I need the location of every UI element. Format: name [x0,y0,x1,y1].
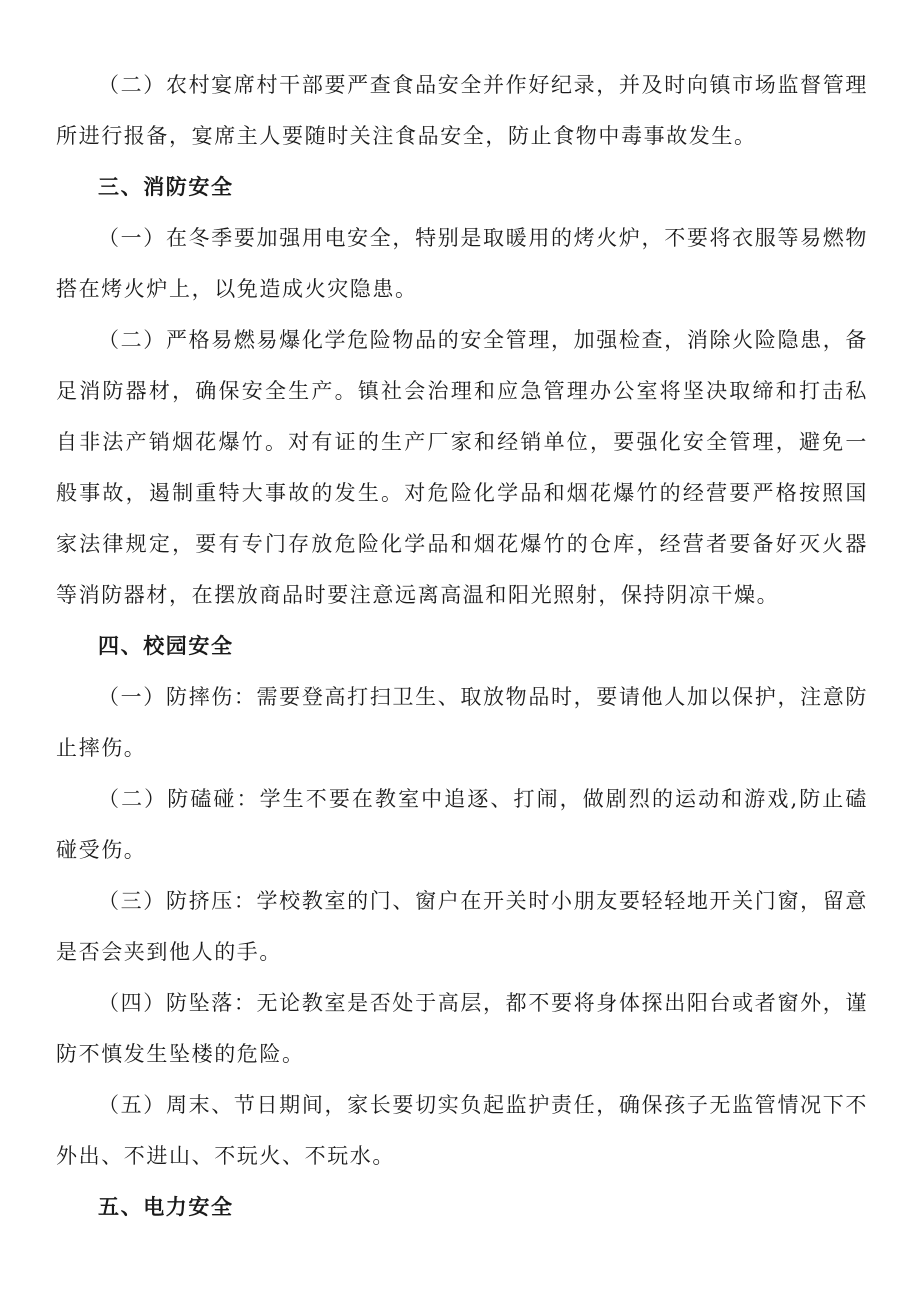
paragraph-prevent-falling-from-height: （四）防坠落：无论教室是否处于高层，都不要将身体探出阳台或者窗外，谨防不慎发生坠楼的危险。 [56,991,868,1066]
section-heading-campus-safety: 四、校园安全 [98,634,234,658]
paragraph-prevent-bumps: （二）防磕碰：学生不要在教室中追逐、打闹，做剧烈的运动和游戏,防止磕碰受伤。 [56,787,868,862]
section-heading-fire-safety: 三、消防安全 [98,175,234,199]
document-page [56,60,868,1233]
paragraph-prevent-pinching: （三）防挤压：学校教室的门、窗户在开关时小朋友要轻轻地开关门窗，留意是否会夹到他人的手。 [56,889,868,964]
paragraph-hazardous-materials: （二）严格易燃易爆化学危险物品的安全管理，加强检查，消除火险隐患，备足消防器材，确保安全生产。镇社会治理和应急管理办公室将坚决取缔和打击私自非法产销烟花爆竹。对有证的生产厂家和经销单位，要强化安全管理，避免一般事故，遏制重特大事故的发生。对危险化学品和烟花爆竹的经营要严格按照国家法律规定，要有专门存放危险化学品和烟花爆竹的仓库，经营者要备好灭火器等消防器材，在摆放商品时要注意远离高温和阳光照射，保持阴凉干燥。 [56,328,868,607]
section-heading-power-safety: 五、电力安全 [98,1195,234,1219]
paragraph-weekend-supervision: （五）周末、节日期间，家长要切实负起监护责任，确保孩子无监管情况下不外出、不进山、不玩火、不玩水。 [56,1093,868,1168]
paragraph-winter-electric-safety: （一）在冬季要加强用电安全，特别是取暖用的烤火炉，不要将衣服等易燃物搭在烤火炉上，以免造成火灾隐患。 [56,226,868,301]
paragraph-rural-banquet-food-safety: （二）农村宴席村干部要严查食品安全并作好纪录，并及时向镇市场监督管理所进行报备，宴席主人要随时关注食品安全，防止食物中毒事故发生。 [56,73,868,148]
paragraph-prevent-falls: （一）防摔伤：需要登高打扫卫生、取放物品时，要请他人加以保护，注意防止摔伤。 [56,685,868,760]
